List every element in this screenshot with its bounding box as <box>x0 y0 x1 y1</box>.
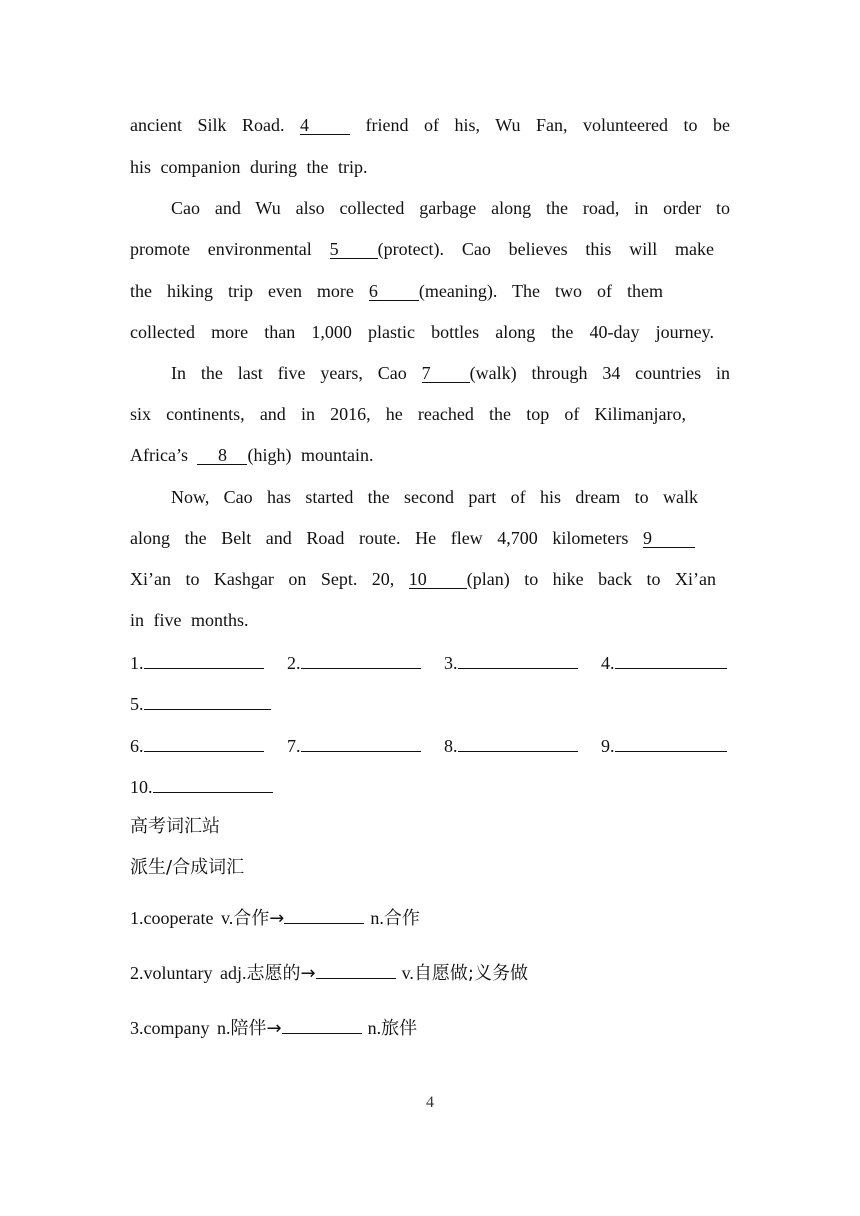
blank-10[interactable]: 10 <box>409 570 467 589</box>
arrow-icon: → <box>300 963 316 984</box>
answer-8: 8. <box>444 734 578 757</box>
passage-line-4: promote environmental 5 (protect). Cao believes this will make <box>130 239 715 259</box>
answer-4-field[interactable] <box>615 651 727 669</box>
answer-3: 3. <box>444 651 578 674</box>
vocab-item-2: 2.voluntary adj.志愿的→ v.自愿做;义务做 <box>130 963 529 984</box>
vocab-3-field[interactable] <box>282 1016 362 1034</box>
answer-9-field[interactable] <box>615 734 727 752</box>
answer-7-field[interactable] <box>301 734 421 752</box>
arrow-icon: → <box>266 1018 282 1039</box>
answer-10-field[interactable] <box>153 775 273 793</box>
section-title: 高考词汇站 <box>130 816 220 837</box>
passage-line-3: Cao and Wu also collected garbage along the road, in order to <box>171 198 730 218</box>
answer-2-field[interactable] <box>301 651 421 669</box>
passage-line-7: In the last five years, Cao 7 (walk) through 34 countries in <box>171 363 731 383</box>
answer-5-field[interactable] <box>144 692 271 710</box>
answer-1-field[interactable] <box>144 651 264 669</box>
vocab-item-3: 3.company n.陪伴→ n.旅伴 <box>130 1018 418 1039</box>
vocab-item-1: 1.cooperate v.合作→ n.合作 <box>130 908 420 929</box>
blank-8[interactable]: 8 <box>197 446 247 465</box>
vocab-2-field[interactable] <box>316 961 396 979</box>
blank-9[interactable]: 9 <box>643 529 695 548</box>
passage-line-11: along the Belt and Road route. He flew 4,700 kilometers 9 <box>130 527 695 549</box>
passage-line-1: ancient Silk Road. 4 friend of his, Wu Fan, volunteered to be <box>130 115 731 135</box>
page-number: 4 <box>426 1094 434 1111</box>
blank-6[interactable]: 6 <box>369 282 419 301</box>
passage-line-9: Africa’s 8 (high) mountain. <box>130 445 374 465</box>
passage-line-10: Now, Cao has started the second part of his dream to walk <box>171 487 698 507</box>
passage-line-2: his companion during the trip. <box>130 157 368 177</box>
arrow-icon: → <box>269 908 285 929</box>
blank-5[interactable]: 5 <box>330 240 378 259</box>
answer-6: 6. <box>130 734 264 757</box>
passage-line-12: Xi’an to Kashgar on Sept. 20, 10 (plan) to hike back to Xi’an <box>130 569 716 589</box>
answer-3-field[interactable] <box>458 651 578 669</box>
answer-10: 10. <box>130 775 273 798</box>
answer-1: 1. <box>130 651 264 674</box>
section-subtitle: 派生/合成词汇 <box>130 857 245 878</box>
answer-5: 5. <box>130 692 271 715</box>
answer-6-field[interactable] <box>144 734 264 752</box>
passage-line-6: collected more than 1,000 plastic bottles along the 40-day journey. <box>130 322 714 342</box>
blank-4[interactable]: 4 <box>300 116 350 135</box>
vocab-1-field[interactable] <box>284 906 364 924</box>
passage-line-5: the hiking trip even more 6 (meaning). The two of them <box>130 281 664 301</box>
answer-2: 2. <box>287 651 421 674</box>
passage-line-13: in five months. <box>130 610 249 630</box>
blank-7[interactable]: 7 <box>422 364 470 383</box>
answer-4: 4. <box>601 651 727 674</box>
answer-8-field[interactable] <box>458 734 578 752</box>
passage-line-8: six continents, and in 2016, he reached the top of Kilimanjaro, <box>130 404 686 424</box>
answer-7: 7. <box>287 734 421 757</box>
answer-9: 9. <box>601 734 727 757</box>
